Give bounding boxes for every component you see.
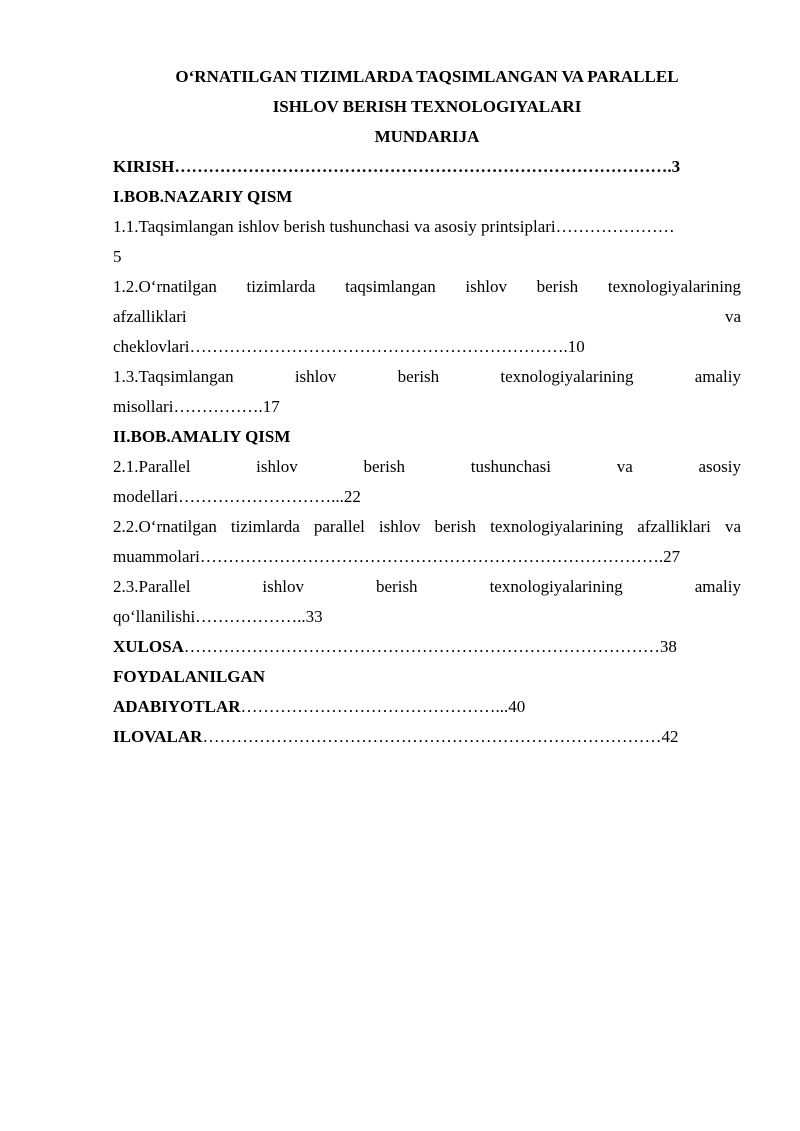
toc-entry-2-1: 2.1.Parallel ishlov berish tushunchasi va asosiy bbox=[113, 457, 741, 476]
toc-heading: MUNDARIJA bbox=[374, 127, 480, 146]
toc-entry-1-2-word-b: va bbox=[724, 307, 741, 326]
toc-entry-foydalanilgan: FOYDALANILGAN bbox=[113, 667, 266, 686]
toc-entry-2-2-page: muammolari……………………………………………………………………….27 bbox=[113, 547, 681, 566]
toc-entry-1-3: 1.3.Taqsimlangan ishlov berish texnologiyalarining amaliy bbox=[113, 367, 741, 386]
toc-entry-ilovalar-label: ILOVALAR bbox=[113, 727, 203, 746]
toc-chapter-2: II.BOB.AMALIY QISM bbox=[113, 427, 291, 446]
toc-entry-2-3-page: qo‘llanilishi………………..33 bbox=[113, 607, 323, 626]
toc-entry-kirish: KIRISH…………………………………………………………………………….3 bbox=[113, 157, 681, 176]
toc-entry-2-2: 2.2.O‘rnatilgan tizimlarda parallel ishlov berish texnologiyalarining afzalliklari va bbox=[113, 517, 741, 536]
toc-entry-xulosa-label: XULOSA bbox=[113, 637, 184, 656]
toc-entry-1-2-page: cheklovlari………………………………………………………….10 bbox=[113, 337, 585, 356]
toc-chapter-1: I.BOB.NAZARIY QISM bbox=[113, 187, 293, 206]
toc-entry-1-1: 1.1.Taqsimlangan ishlov berish tushunchasi va asosiy printsiplari………………… bbox=[113, 217, 675, 236]
toc-entry-1-2: 1.2.O‘rnatilgan tizimlarda taqsimlangan ishlov berish texnologiyalarining bbox=[113, 277, 741, 296]
toc-entry-adabiyotlar-dots: ………………………………………...40 bbox=[240, 697, 526, 716]
toc-entry-1-3-page: misollari…………….17 bbox=[113, 397, 280, 416]
toc-entry-adabiyotlar bbox=[113, 692, 741, 722]
toc-entry-2-3: 2.3.Parallel ishlov berish texnologiyalarining amaliy bbox=[113, 577, 741, 596]
toc-entry-1-1-page: 5 bbox=[113, 247, 122, 266]
toc-entry-1-2-word-a: afzalliklari bbox=[113, 307, 187, 326]
toc-entry-xulosa bbox=[113, 632, 741, 662]
toc-entry-xulosa-dots: …………………………………………………………………………38 bbox=[183, 637, 677, 656]
document-title-line-1: O‘RNATILGAN TIZIMLARDA TAQSIMLANGAN VA PARALLEL bbox=[175, 67, 679, 86]
toc-entry-2-1-page: modellari………………………...22 bbox=[113, 487, 361, 506]
document-page bbox=[113, 62, 741, 752]
toc-entry-adabiyotlar-label: ADABIYOTLAR bbox=[113, 697, 241, 716]
toc-entry-1-2-cont bbox=[113, 302, 741, 332]
toc-entry-ilovalar-dots: ………………………………………………………………………42 bbox=[202, 727, 679, 746]
toc-entry-ilovalar bbox=[113, 722, 741, 752]
document-title-line-2: ISHLOV BERISH TEXNOLOGIYALARI bbox=[272, 97, 582, 116]
